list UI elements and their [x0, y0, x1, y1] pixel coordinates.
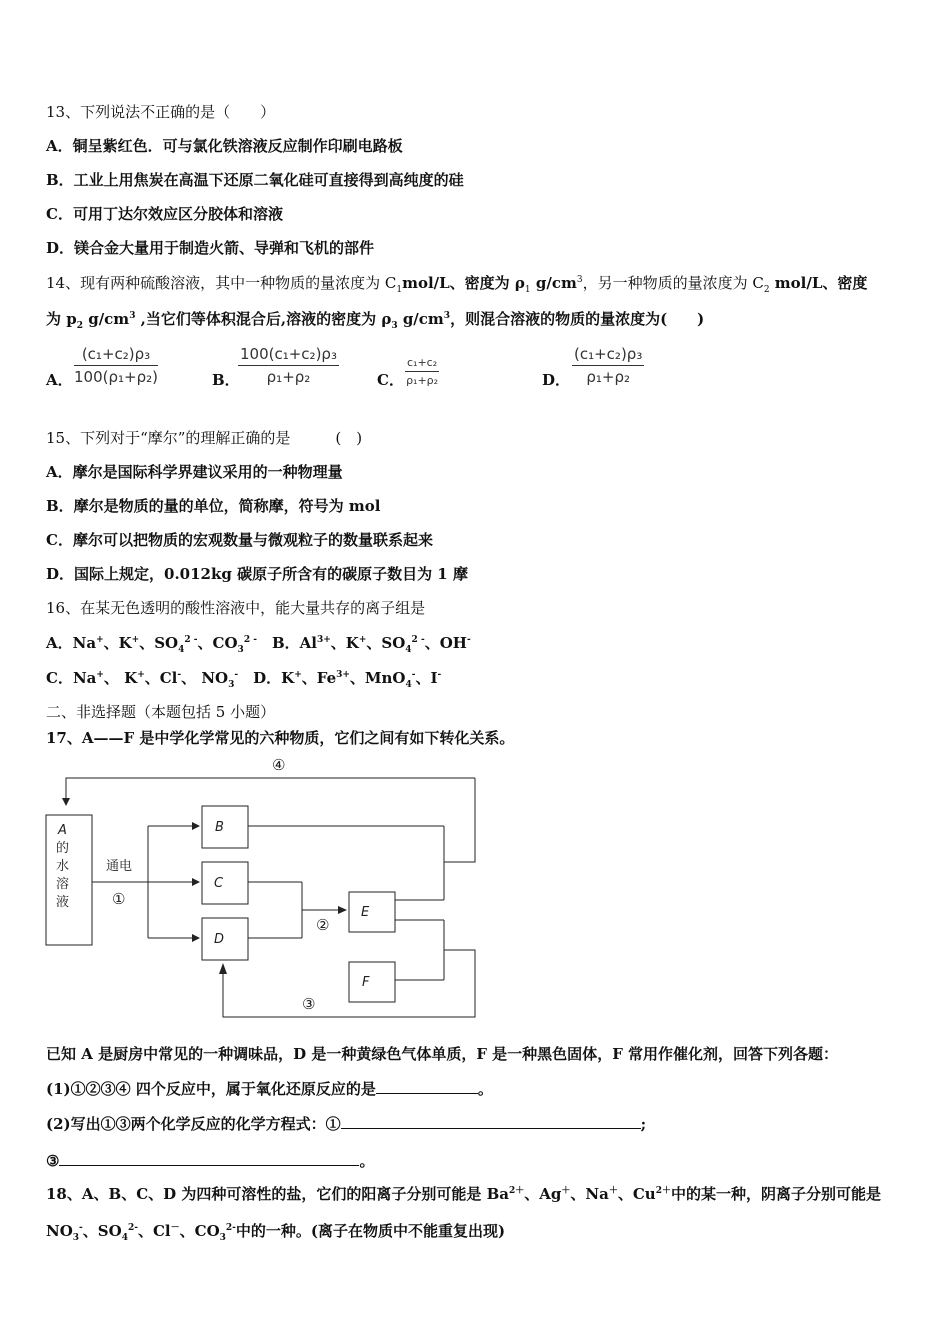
q13-option-b: B．工业上用焦炭在高温下还原二氧化硅可直接得到高纯度的硅	[46, 171, 464, 189]
q17-part-1: (1)①②③④ 四个反应中，属于氧化还原反应的是 。	[46, 1080, 493, 1098]
arrow-4-path	[66, 778, 475, 798]
box-f-label: F	[362, 975, 370, 990]
box-f	[349, 962, 395, 1002]
q15-option-c: C．摩尔可以把物质的宏观数量与微观粒子的数量联系起来	[46, 531, 433, 549]
q14-option-d-label: D．	[542, 371, 571, 389]
q17-reaction-diagram	[40, 752, 490, 1027]
q14-option-d-fraction: $\frac{\text{(c₁+c₂)ρ₃}}{\text{ρ₁+ρ₂}}$	[574, 345, 643, 386]
answer-blank-1[interactable]	[376, 1078, 478, 1094]
q18-stem-line2: $NO_3^-$、$SO_4^{2-}$、Cl－、$CO_3^{2-}$中的一种。(离子在物质中不能重复出现)	[46, 1222, 506, 1243]
box-c-label: C	[214, 876, 224, 891]
box-a-label-2: 的	[56, 841, 70, 856]
box-a-label-4: 溶	[56, 877, 70, 892]
q15-option-b: B．摩尔是物质的量的单位，简称摩，符号为 mol	[46, 497, 381, 515]
box-d	[202, 918, 248, 960]
box-c	[202, 862, 248, 904]
label-step-1: ①	[112, 890, 126, 908]
label-step-3: ③	[302, 995, 316, 1013]
q16-stem: 16、在某无色透明的酸性溶液中，能大量共存的离子组是	[46, 599, 426, 617]
q18-stem-line1: 18、A、B、C、D 为四种可溶性的盐，它们的阳离子分别可能是 $Ba^{2+}$、Ag＋、Na＋、$Cu^{2+}$中的某一种，阴离子分别可能是	[46, 1185, 881, 1203]
q16-options-ab: A．Na+、K+、$SO_4^{2 -}$、$CO_3^{2 -}$ B．$Al^{3+}$、K+、$SO_4^{2 -}$、OH-	[46, 634, 471, 655]
q17-given: 已知 A 是厨房中常见的一种调味品，D 是一种黄绿色气体单质，F 是一种黑色固体，F 常用作催化剂，回答下列各题：	[46, 1045, 839, 1063]
q15-option-a: A．摩尔是国际科学界建议采用的一种物理量	[46, 463, 343, 481]
box-a-label-3: 水	[56, 859, 70, 874]
box-a-label-5: 液	[56, 895, 70, 910]
box-b-label: B	[215, 820, 224, 835]
q15-stem: 15、下列对于“摩尔”的理解正确的是 ( )	[46, 429, 363, 447]
box-d-label: D	[214, 932, 225, 947]
q14-stem-line2: 为 $p_2$ $g/cm^3$ ,当它们等体积混合后,溶液的密度为 $\rho_3$ $g/cm^3$，则混合溶液的物质的量浓度为( )	[46, 310, 705, 331]
q14-option-b-fraction: $\frac{\text{100(c₁+c₂)ρ₃}}{\text{ρ₁+ρ₂}}$	[240, 345, 337, 386]
q17-part-2-line2: ③ 。	[46, 1152, 375, 1170]
box-b	[202, 806, 248, 848]
q17-part-2: (2)写出①③两个化学反应的化学方程式：① ;	[46, 1115, 647, 1133]
q13-option-d: D．镁合金大量用于制造火箭、导弹和飞机的部件	[46, 239, 375, 257]
q14-stem-line1: 14、现有两种硫酸溶液，其中一种物质的量浓度为 $C_1mol/L$、密度为 $\rho_1$ $g/cm^3$，另一种物质的量浓度为 $C_2$ mol/L、密度	[46, 274, 868, 295]
q14-option-c-fraction: $\frac{\text{c₁+c₂}}{\text{ρ₁+ρ₂}}$	[406, 356, 439, 387]
answer-blank-3[interactable]	[59, 1150, 359, 1166]
label-step-2: ②	[316, 916, 330, 934]
q14-option-a-label: A．	[46, 371, 73, 389]
q13-option-c: C．可用丁达尔效应区分胶体和溶液	[46, 205, 283, 223]
q13-option-a: A．铜呈紫红色．可与氯化铁溶液反应制作印刷电路板	[46, 137, 403, 155]
q13-stem: 13、下列说法不正确的是（ ）	[46, 103, 276, 121]
q17-stem: 17、A——F 是中学化学常见的六种物质，它们之间有如下转化关系。	[46, 729, 515, 747]
q14-option-b-label: B．	[212, 371, 240, 389]
answer-blank-2[interactable]	[341, 1113, 641, 1129]
box-e-label: E	[361, 905, 370, 920]
q14-option-c-label: C．	[377, 371, 404, 389]
box-e	[349, 892, 395, 932]
q16-options-cd: C．Na+、 K+、Cl-、 $NO_3^-$ D．K+、$Fe^{3+}$、MnO$_4$-、I-	[46, 669, 442, 690]
label-tongdian: 通电	[106, 859, 133, 874]
box-a-label-1: A	[58, 823, 67, 838]
label-step-4: ④	[272, 756, 286, 774]
q14-option-a-fraction: $\frac{\text{(c₁+c₂)ρ₃}}{\text{100(ρ₁+ρ₂)}}$	[74, 345, 158, 386]
section-2-heading: 二、非选择题（本题包括 5 小题）	[46, 703, 276, 721]
q15-option-d: D．国际上规定，0.012kg 碳原子所含有的碳原子数目为 1 摩	[46, 565, 468, 583]
